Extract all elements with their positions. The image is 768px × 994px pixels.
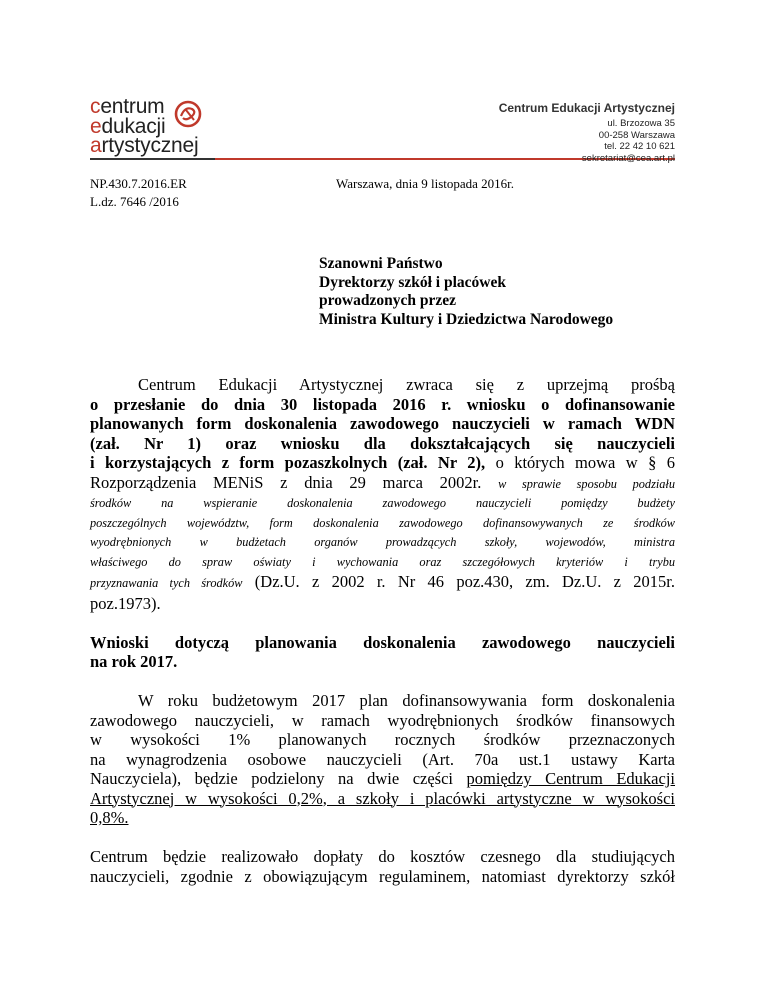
body-line: poz.1973). (90, 593, 161, 613)
reference-ldz: L.dz. 7646 /2016 (90, 194, 179, 209)
heading-line: na rok 2017. (90, 652, 178, 671)
logo-line-1: centrum (90, 95, 165, 118)
letter-body (90, 375, 675, 886)
body-line: o przesłanie do dnia 30 listopada 2016 r. wniosku o dofinansowanie (90, 394, 675, 414)
letter-date: Warszawa, dnia 9 listopada 2016r. (336, 176, 515, 191)
email-address: sekretariat@cea.art.pl (581, 152, 675, 164)
paragraph-budget (90, 691, 675, 828)
addressee-line: Dyrektorzy szkół i placówek (319, 273, 506, 291)
body-line: zawodowego nauczycieli, w ramach wyodrębnionych środków finansowych (90, 710, 675, 730)
logo-line-3: artystycznej (90, 134, 199, 157)
body-line: Nauczyciela), będzie podzielony na dwie części pomiędzy Centrum Edukacji (90, 769, 676, 788)
body-line: na wynagrodzenia osobowe nauczycieli (Art. 70a ust.1 ustawy Karta (90, 749, 675, 769)
body-line: przyznawania tych środków (Dz.U. z 2002 r. Nr 46 poz.430, zm. Dz.U. z 2015r. (90, 572, 675, 591)
logo-line-2: edukacji (90, 114, 166, 138)
body-line: Centrum będzie realizowało dopłaty do kosztów czesnego dla studiujących (90, 847, 675, 866)
body-line: nauczycieli, zgodnie z obowiązującym regulaminem, natomiast dyrektorzy szkół (90, 866, 675, 886)
cea-emblem-icon (173, 97, 203, 131)
addressee-line: prowadzonych przez (319, 292, 457, 309)
phone-number: tel. 22 42 10 621 (604, 141, 675, 152)
body-line: (zał. Nr 1) oraz wniosku dla dokształcających się nauczycieli (90, 433, 675, 453)
street-address: ul. Brzozowa 35 (607, 118, 675, 129)
body-line: planowanych form doskonalenia zawodowego nauczycieli w ramach WDN (90, 414, 675, 433)
reference-block (90, 175, 187, 211)
body-line-small: poszczególnych województw, form doskonalenia zawodowego dofinansowywanych ze środków (90, 515, 675, 530)
addressee-line: Szanowni Państwo (319, 255, 443, 272)
cea-logo (90, 97, 225, 161)
contact-block (499, 101, 675, 164)
body-line-small: wyodrębnionych w budżetach organów prowadzących szkoły, wojewodów, ministra (90, 535, 675, 549)
org-name: Centrum Edukacji Artystycznej (498, 101, 675, 115)
body-line-small: środków na wspieranie doskonalenia zawodowego nauczycieli pomiędzy budżety (90, 496, 675, 510)
addressee-block (319, 255, 613, 329)
reference-number: NP.430.7.2016.ER (90, 176, 187, 191)
body-line-small: właściwego do spraw oświaty i wychowania oraz szczegółowych kryteriów i trybu (90, 554, 675, 569)
section-heading (90, 633, 675, 672)
heading-line: Wnioski dotyczą planowania doskonalenia zawodowego nauczycieli (90, 632, 675, 652)
body-line-underlined: Artystycznej w wysokości 0,2%, a szkoły i placówki artystyczne w wysokości (90, 788, 675, 808)
addressee-line: Ministra Kultury i Dziedzictwa Narodowego (319, 310, 614, 328)
body-line: Centrum Edukacji Artystycznej zwraca się z uprzejmą prośbą (138, 375, 675, 394)
body-line: i korzystających z form pozaszkolnych (zał. Nr 2), o których mowa w § 6 (90, 453, 675, 472)
city-address: 00-258 Warszawa (598, 129, 675, 141)
body-line: w wysokości 1% planowanych rocznych środków przeznaczonych (90, 730, 675, 749)
paragraph-request (90, 375, 675, 613)
body-line: W roku budżetowym 2017 plan dofinansowywania form doskonalenia (138, 691, 675, 710)
body-line-underlined: 0,8%. (90, 808, 129, 827)
body-line: Rozporządzenia MENiS z dnia 29 marca 2002r. w sprawie sposobu podziału (90, 472, 675, 492)
paragraph-centrum (90, 847, 675, 886)
